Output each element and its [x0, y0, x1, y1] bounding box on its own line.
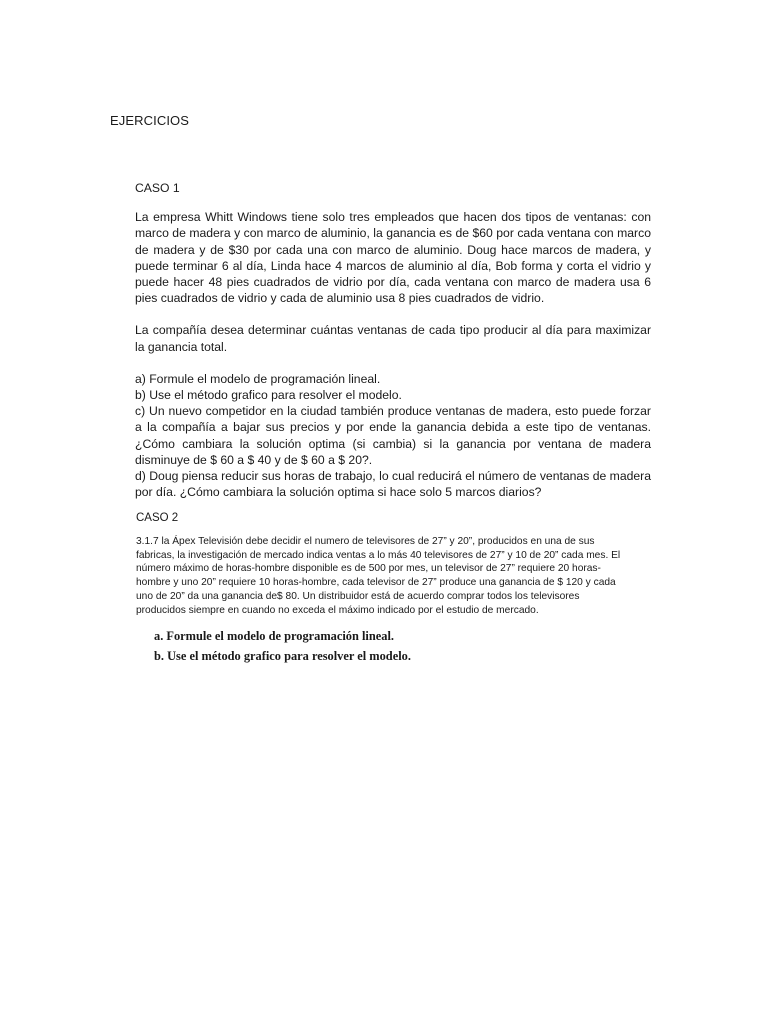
- case-2-problem: [136, 535, 636, 617]
- case-2-problem-line: número máximo de horas-hombre disponible es de 500 por mes, un televisor de 27” requiere 20 horas-: [136, 563, 601, 575]
- case-2-problem-line: producidos siempre en cuando no exceda el máximo indicado por el estudio de mercado.: [136, 604, 539, 616]
- case-2-task-a: a. Formule el modelo de programación lineal.: [154, 629, 394, 643]
- case-1-title: CASO 1: [135, 181, 180, 195]
- case-2-problem-line: fabricas, la investigación de mercado indica ventas a lo más 40 televisores de 27” y 10 de 20” cada mes. El: [136, 549, 621, 561]
- case-1-paragraph-1: La empresa Whitt Windows tiene solo tres empleados que hacen dos tipos de ventanas: con marco de madera y con marco de aluminio, la ganancia es de $60 por cada ventana con marco de madera y de $30 por cada una con marco de aluminio. Doug hace marcos de madera, y puede terminar 6 al día, Linda hace 4 marcos de aluminio al día, Bob forma y corta el vidrio y puede hacer 48 pies cuadrados de vidrio por día, cada ventana con marco de madera usa 6 pies cuadrados de vidrio y cada de aluminio usa 8 pies cuadrados de vidrio.: [135, 210, 651, 306]
- case-1-questions: [135, 371, 651, 501]
- case-2-problem-line: hombre y uno 20” requiere 10 horas-hombre, cada televisor de 27” produce una ganancia de $ 120 y cada: [136, 577, 616, 589]
- case-2-tasks: [154, 626, 634, 666]
- case-2-task-b: b. Use el método grafico para resolver el modelo.: [154, 649, 411, 663]
- case-2-problem-line: 3.1.7 la Ápex Televisión debe decidir el numero de televisores de 27” y 20”, producidos en una de sus: [136, 536, 595, 547]
- case-2-section: [136, 512, 636, 663]
- case-2-problem-line: uno de 20” da una ganancia de$ 80. Un distribuidor está de acuerdo comprar todos los televisores: [136, 590, 580, 602]
- case-1-question-d: d) Doug piensa reducir sus horas de trabajo, lo cual reducirá el número de ventanas de madera por día. ¿Cómo cambiara la solución optima si hace solo 5 marcos diarios?: [135, 469, 651, 500]
- case-1-paragraph-2: La compañía desea determinar cuántas ventanas de cada tipo producir al día para maximizar la ganancia total.: [135, 323, 651, 354]
- case-1-question-a: a) Formule el modelo de programación lineal.: [135, 371, 381, 386]
- case-1-question-b: b) Use el método grafico para resolver el modelo.: [135, 388, 402, 403]
- case-2-title: CASO 2: [136, 512, 179, 524]
- case-1-section: [135, 180, 651, 500]
- page-title: EJERCICIOS: [110, 113, 190, 128]
- case-1-question-c: c) Un nuevo competidor en la ciudad también produce ventanas de madera, esto puede forzar a la compañía a bajar sus precios y por ende la ganancia debida a este tipo de ventanas. ¿Cómo cambiara la solución optima (si cambia) si la ganancia por ventana de madera disminuye de $ 60 a $ 40 y de $ 60 a $ 20?.: [135, 404, 651, 467]
